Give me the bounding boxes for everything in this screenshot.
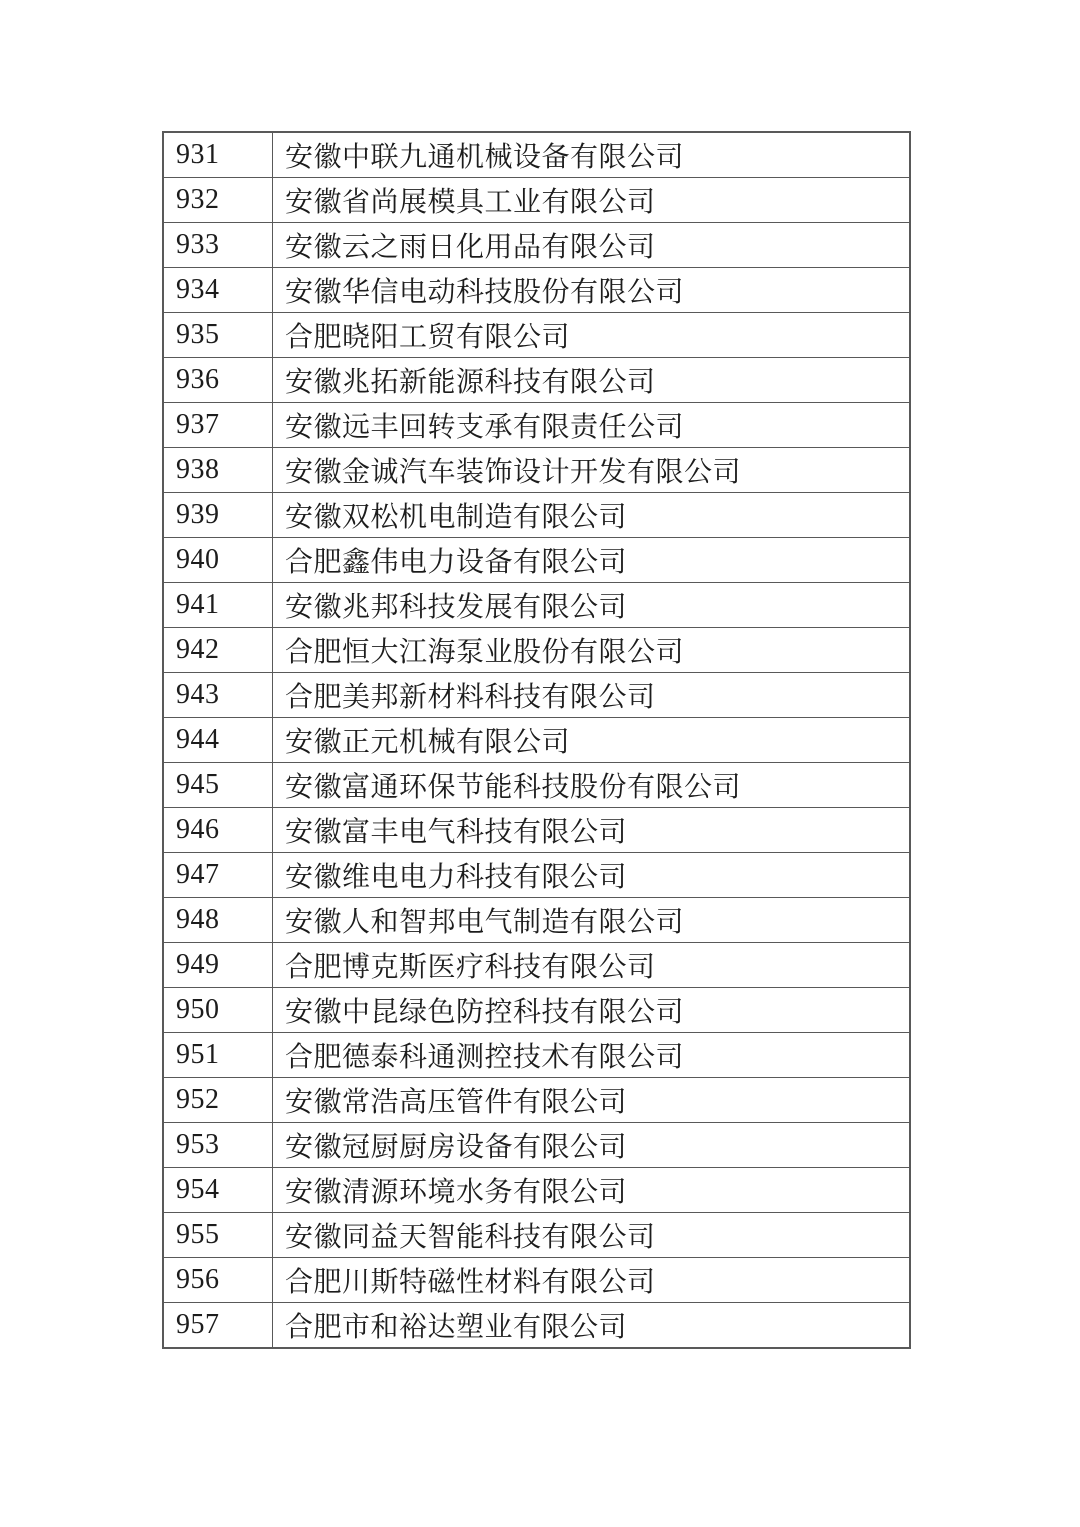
company-name-cell: 安徽人和智邦电气制造有限公司	[273, 898, 911, 943]
company-name-cell: 安徽中昆绿色防控科技有限公司	[273, 988, 911, 1033]
company-name-cell: 安徽省尚展模具工业有限公司	[273, 178, 911, 223]
row-number-cell: 952	[163, 1078, 273, 1123]
table-row	[163, 358, 910, 403]
table-row	[163, 493, 910, 538]
company-name-cell: 合肥恒大江海泵业股份有限公司	[273, 628, 911, 673]
row-number-cell: 940	[163, 538, 273, 583]
company-table	[162, 131, 911, 1349]
company-name-cell: 安徽云之雨日化用品有限公司	[273, 223, 911, 268]
row-number-cell: 941	[163, 583, 273, 628]
company-name-cell: 安徽维电电力科技有限公司	[273, 853, 911, 898]
row-number-cell: 938	[163, 448, 273, 493]
table-row	[163, 988, 910, 1033]
company-name-cell: 合肥晓阳工贸有限公司	[273, 313, 911, 358]
table-row	[163, 132, 910, 178]
row-number-cell: 944	[163, 718, 273, 763]
row-number-cell: 948	[163, 898, 273, 943]
table-row	[163, 448, 910, 493]
company-name-cell: 安徽远丰回转支承有限责任公司	[273, 403, 911, 448]
table-row	[163, 1258, 910, 1303]
row-number-cell: 935	[163, 313, 273, 358]
row-number-cell: 932	[163, 178, 273, 223]
row-number-cell: 950	[163, 988, 273, 1033]
table-row	[163, 1168, 910, 1213]
company-name-cell: 安徽华信电动科技股份有限公司	[273, 268, 911, 313]
company-name-cell: 安徽兆邦科技发展有限公司	[273, 583, 911, 628]
row-number-cell: 956	[163, 1258, 273, 1303]
company-name-cell: 安徽兆拓新能源科技有限公司	[273, 358, 911, 403]
company-name-cell: 合肥川斯特磁性材料有限公司	[273, 1258, 911, 1303]
company-name-cell: 合肥博克斯医疗科技有限公司	[273, 943, 911, 988]
company-name-cell: 合肥美邦新材料科技有限公司	[273, 673, 911, 718]
table-row	[163, 1123, 910, 1168]
row-number-cell: 939	[163, 493, 273, 538]
company-name-cell: 合肥市和裕达塑业有限公司	[273, 1303, 911, 1349]
company-name-cell: 安徽同益天智能科技有限公司	[273, 1213, 911, 1258]
table-row	[163, 943, 910, 988]
row-number-cell: 951	[163, 1033, 273, 1078]
row-number-cell: 954	[163, 1168, 273, 1213]
company-table-body	[163, 132, 910, 1348]
table-row	[163, 673, 910, 718]
company-name-cell: 合肥德泰科通测控技术有限公司	[273, 1033, 911, 1078]
company-name-cell: 合肥鑫伟电力设备有限公司	[273, 538, 911, 583]
table-row	[163, 628, 910, 673]
company-name-cell: 安徽双松机电制造有限公司	[273, 493, 911, 538]
table-row	[163, 178, 910, 223]
company-name-cell: 安徽中联九通机械设备有限公司	[273, 132, 911, 178]
row-number-cell: 934	[163, 268, 273, 313]
table-row	[163, 898, 910, 943]
row-number-cell: 943	[163, 673, 273, 718]
table-row	[163, 1213, 910, 1258]
table-row	[163, 718, 910, 763]
table-row	[163, 223, 910, 268]
table-row	[163, 1033, 910, 1078]
company-name-cell: 安徽正元机械有限公司	[273, 718, 911, 763]
row-number-cell: 945	[163, 763, 273, 808]
row-number-cell: 953	[163, 1123, 273, 1168]
table-row	[163, 268, 910, 313]
row-number-cell: 942	[163, 628, 273, 673]
company-name-cell: 安徽清源环境水务有限公司	[273, 1168, 911, 1213]
row-number-cell: 946	[163, 808, 273, 853]
table-row	[163, 1078, 910, 1123]
row-number-cell: 955	[163, 1213, 273, 1258]
table-row	[163, 808, 910, 853]
company-name-cell: 安徽富丰电气科技有限公司	[273, 808, 911, 853]
table-row	[163, 763, 910, 808]
row-number-cell: 937	[163, 403, 273, 448]
row-number-cell: 957	[163, 1303, 273, 1349]
table-row	[163, 403, 910, 448]
company-name-cell: 安徽金诚汽车装饰设计开发有限公司	[273, 448, 911, 493]
row-number-cell: 931	[163, 132, 273, 178]
row-number-cell: 949	[163, 943, 273, 988]
table-row	[163, 853, 910, 898]
row-number-cell: 947	[163, 853, 273, 898]
row-number-cell: 936	[163, 358, 273, 403]
row-number-cell: 933	[163, 223, 273, 268]
table-row	[163, 583, 910, 628]
table-row	[163, 1303, 910, 1349]
table-row	[163, 538, 910, 583]
company-name-cell: 安徽富通环保节能科技股份有限公司	[273, 763, 911, 808]
table-row	[163, 313, 910, 358]
company-name-cell: 安徽常浩高压管件有限公司	[273, 1078, 911, 1123]
company-name-cell: 安徽冠厨厨房设备有限公司	[273, 1123, 911, 1168]
